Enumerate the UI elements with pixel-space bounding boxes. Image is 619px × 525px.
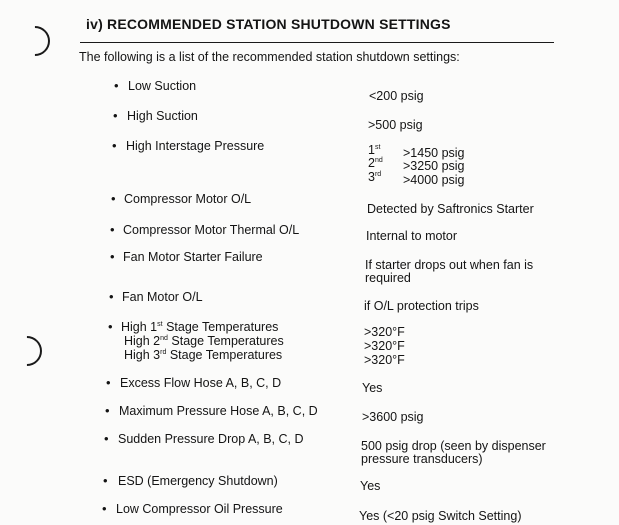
bullet-icon: • bbox=[108, 319, 113, 334]
stage-number: 3rd bbox=[368, 170, 382, 184]
item-label: ESD (Emergency Shutdown) bbox=[118, 474, 278, 488]
binder-hole-icon bbox=[6, 330, 48, 372]
bullet-icon: • bbox=[104, 431, 109, 446]
bullet-icon: • bbox=[106, 375, 111, 390]
bullet-icon: • bbox=[114, 78, 119, 93]
item-label: Excess Flow Hose A, B, C, D bbox=[120, 376, 282, 390]
bullet-icon: • bbox=[110, 249, 115, 264]
item-label: Fan Motor O/L bbox=[122, 290, 203, 304]
item-value: if O/L protection trips bbox=[364, 299, 479, 313]
item-label: Low Compressor Oil Pressure bbox=[116, 502, 283, 516]
bullet-icon: • bbox=[111, 191, 116, 206]
section-heading: iv) RECOMMENDED STATION SHUTDOWN SETTINGS bbox=[86, 16, 451, 32]
intro-text: The following is a list of the recommended station shutdown settings: bbox=[79, 50, 460, 64]
item-value: >320°F bbox=[364, 353, 405, 367]
item-label: High Suction bbox=[127, 109, 198, 123]
bullet-icon: • bbox=[102, 501, 107, 516]
bullet-icon: • bbox=[112, 138, 117, 153]
bullet-icon: • bbox=[109, 289, 114, 304]
item-label: High 3rd Stage Temperatures bbox=[124, 348, 283, 362]
item-value: 500 psig drop (seen by dispenser pressure transducers) bbox=[361, 439, 546, 466]
item-label: Low Suction bbox=[128, 79, 197, 93]
item-value: Yes (<20 psig Switch Setting) bbox=[359, 509, 522, 523]
item-label: Compressor Motor O/L bbox=[124, 192, 252, 206]
item-value: >500 psig bbox=[368, 118, 423, 132]
item-value: <200 psig bbox=[369, 89, 424, 103]
heading-underline bbox=[80, 42, 554, 43]
stage-number: 2nd bbox=[368, 156, 383, 170]
item-value: >320°F bbox=[364, 339, 405, 353]
stage-number: 1st bbox=[368, 143, 381, 157]
item-value: >3600 psig bbox=[362, 410, 424, 424]
binder-hole-icon bbox=[14, 20, 56, 62]
stage-value: >4000 psig bbox=[403, 173, 465, 187]
item-label: Sudden Pressure Drop A, B, C, D bbox=[118, 432, 304, 446]
item-value: Yes bbox=[362, 381, 383, 395]
item-label: Maximum Pressure Hose A, B, C, D bbox=[119, 404, 318, 418]
item-value: Detected by Saftronics Starter bbox=[367, 202, 534, 216]
item-label: Compressor Motor Thermal O/L bbox=[123, 223, 300, 237]
item-value: >320°F bbox=[364, 325, 405, 339]
item-value: Yes bbox=[360, 479, 381, 493]
bullet-icon: • bbox=[105, 403, 110, 418]
item-value: If starter drops out when fan is required bbox=[365, 258, 534, 285]
item-label: High Interstage Pressure bbox=[126, 139, 265, 153]
bullet-icon: • bbox=[113, 108, 118, 123]
bullet-icon: • bbox=[110, 222, 115, 237]
item-label: High 2nd Stage Temperatures bbox=[124, 334, 284, 348]
item-label: High 1st Stage Temperatures bbox=[121, 320, 279, 334]
stage-value: >1450 psig bbox=[403, 146, 465, 160]
bullet-icon: • bbox=[103, 473, 108, 488]
item-value: Internal to motor bbox=[366, 229, 458, 243]
stage-value: >3250 psig bbox=[403, 159, 465, 173]
item-label: Fan Motor Starter Failure bbox=[123, 250, 263, 264]
